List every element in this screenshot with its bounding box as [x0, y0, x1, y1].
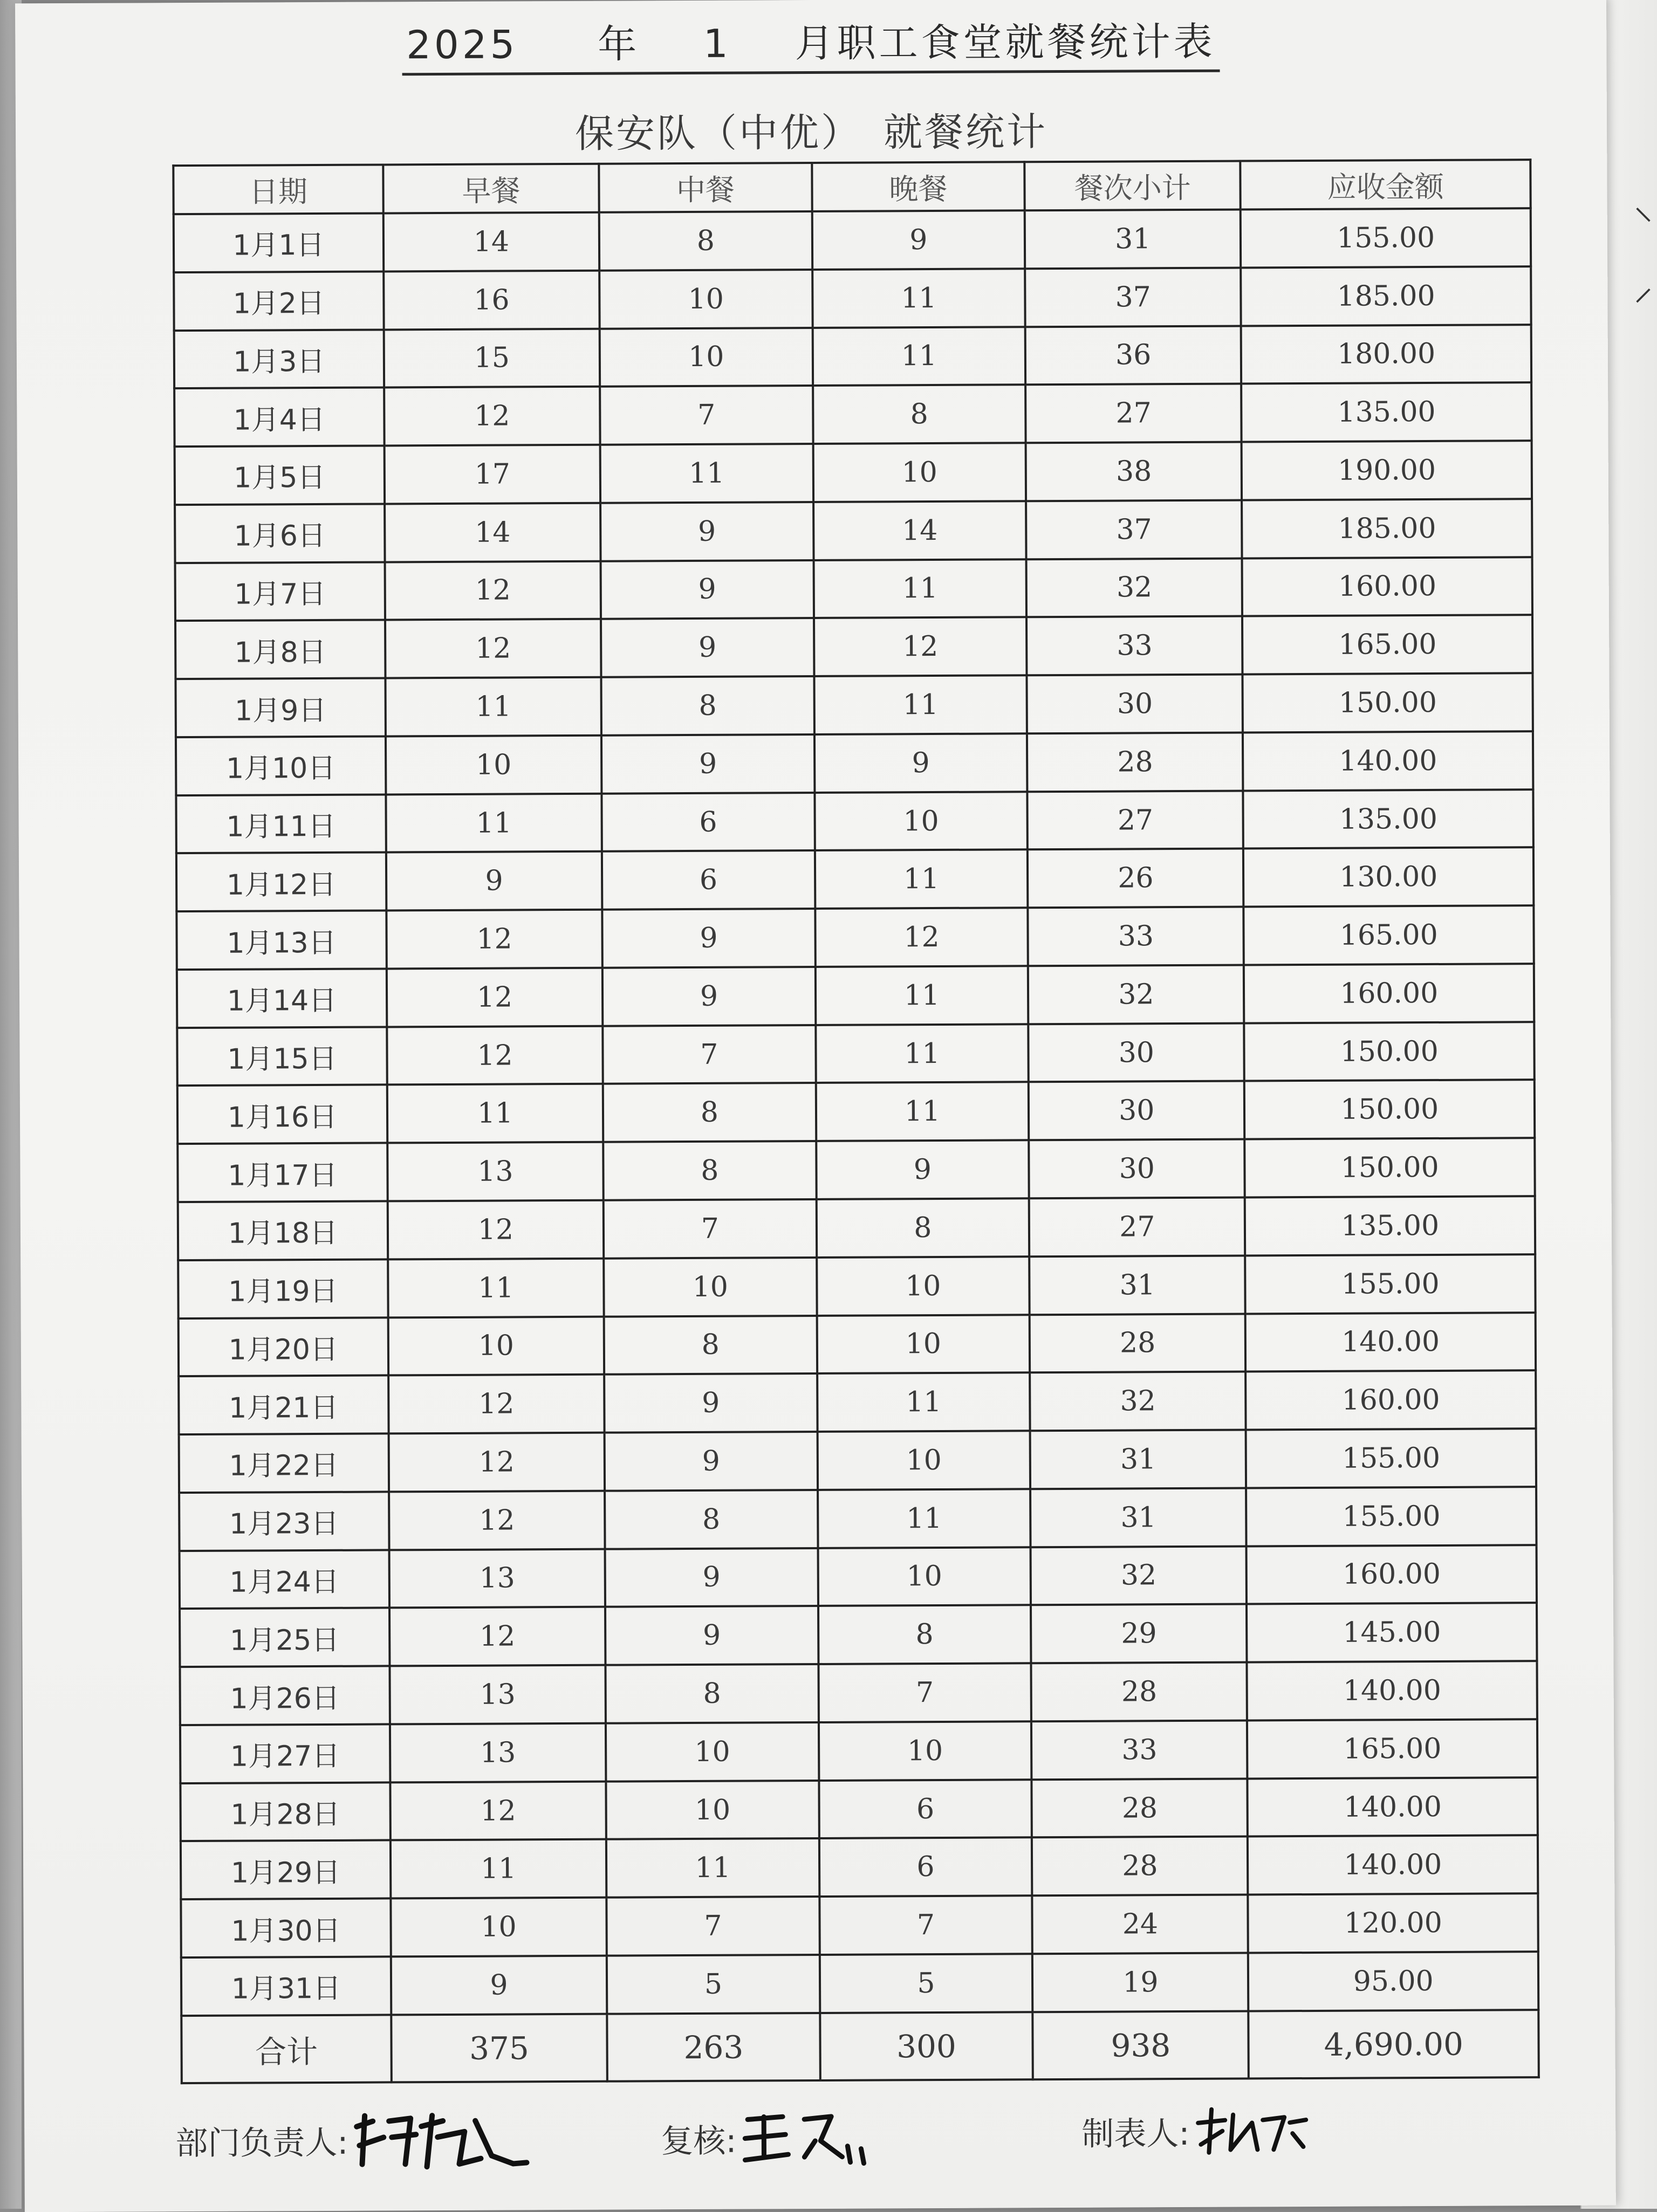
- table-row: [179, 1313, 1536, 1377]
- cell-meal-subtotal: 28: [1032, 1837, 1248, 1896]
- cell-meal-subtotal: 32: [1030, 1372, 1246, 1431]
- table-row: [177, 1022, 1534, 1086]
- cell-amount: 140.00: [1248, 1777, 1538, 1837]
- cell-dinner: 9: [816, 1141, 1029, 1199]
- cell-meal-subtotal: 38: [1026, 442, 1242, 502]
- table-row: [175, 673, 1532, 737]
- table-row: [178, 1254, 1535, 1318]
- cell-amount: 140.00: [1248, 1836, 1538, 1895]
- cell-breakfast: 12: [388, 1433, 605, 1492]
- cell-breakfast: 9: [386, 851, 602, 911]
- cell-dinner: 5: [819, 1954, 1032, 2013]
- cell-dinner: 10: [817, 1431, 1030, 1489]
- cell-meal-subtotal: 28: [1031, 1663, 1248, 1722]
- table-row: [180, 1777, 1537, 1842]
- cell-lunch: 10: [604, 1258, 817, 1316]
- cell-date: 1月11日: [176, 794, 386, 853]
- cell-lunch: 6: [602, 850, 815, 909]
- cell-breakfast: 11: [387, 1084, 604, 1143]
- cell-amount: 165.00: [1244, 905, 1534, 965]
- table-row: [179, 1428, 1536, 1493]
- cell-lunch: 10: [606, 1722, 819, 1781]
- cell-lunch: 10: [599, 270, 812, 328]
- cell-lunch: 9: [601, 734, 814, 793]
- cell-date: 1月27日: [180, 1724, 390, 1783]
- cell-amount: 155.00: [1246, 1428, 1536, 1488]
- cell-meal-subtotal: 30: [1029, 1081, 1245, 1141]
- total-amount: 4,690.00: [1249, 2010, 1539, 2078]
- cell-breakfast: 14: [384, 212, 600, 272]
- cell-breakfast: 12: [388, 1200, 604, 1260]
- table-row: [174, 382, 1531, 446]
- cell-meal-subtotal: 31: [1030, 1430, 1247, 1489]
- cell-amount: 135.00: [1245, 1196, 1535, 1255]
- cell-lunch: 9: [600, 502, 813, 561]
- cell-meal-subtotal: 32: [1028, 965, 1244, 1024]
- cell-dinner: 10: [819, 1721, 1032, 1780]
- cell-lunch: 10: [606, 1781, 819, 1839]
- cell-amount: 160.00: [1244, 964, 1534, 1023]
- cell-date: 1月3日: [174, 329, 384, 388]
- cell-date: 1月8日: [175, 620, 385, 679]
- cell-lunch: 9: [601, 618, 814, 677]
- table-row: [176, 848, 1533, 912]
- cell-date: 1月16日: [177, 1085, 387, 1144]
- cell-date: 1月31日: [181, 1956, 391, 2016]
- cell-dinner: 10: [817, 1315, 1030, 1373]
- cell-amount: 150.00: [1244, 1022, 1535, 1081]
- table-row: [177, 1080, 1535, 1144]
- cell-meal-subtotal: 37: [1026, 500, 1242, 559]
- table-row: [176, 731, 1533, 795]
- table-row: [181, 1893, 1538, 1957]
- cell-breakfast: 11: [385, 677, 601, 737]
- cell-breakfast: 13: [390, 1723, 606, 1783]
- cell-amount: 155.00: [1247, 1487, 1537, 1546]
- table-row: [178, 1196, 1535, 1260]
- cell-date: 1月7日: [175, 562, 385, 621]
- cell-lunch: 7: [600, 386, 813, 444]
- cell-lunch: 9: [602, 909, 815, 967]
- cell-meal-subtotal: 36: [1025, 326, 1242, 385]
- preparer-label: 制表人:: [1081, 2114, 1190, 2153]
- cell-meal-subtotal: 30: [1027, 675, 1243, 734]
- cell-lunch: 9: [601, 560, 814, 619]
- cell-date: 1月15日: [177, 1027, 387, 1086]
- preparer-signature-block: [1081, 2101, 1312, 2161]
- cell-amount: 145.00: [1247, 1603, 1537, 1663]
- cell-dinner: 11: [816, 1082, 1029, 1141]
- cell-amount: 160.00: [1247, 1545, 1537, 1604]
- cell-date: 1月14日: [177, 968, 387, 1027]
- total-label: 合计: [181, 2015, 391, 2083]
- cell-meal-subtotal: 31: [1030, 1488, 1247, 1547]
- table-row: [175, 615, 1532, 679]
- cell-meal-subtotal: 24: [1032, 1895, 1249, 1954]
- cell-dinner: 10: [817, 1256, 1030, 1315]
- dept-head-handwritten-signature: [351, 2104, 530, 2175]
- cell-dinner: 11: [817, 1373, 1030, 1432]
- cell-dinner: 12: [815, 908, 1028, 966]
- cell-date: 1月24日: [180, 1550, 389, 1609]
- cell-lunch: 5: [607, 1955, 820, 2014]
- cell-meal-subtotal: 31: [1029, 1255, 1245, 1315]
- table-row: [180, 1661, 1537, 1725]
- cell-meal-subtotal: 27: [1028, 791, 1244, 850]
- cell-amount: 150.00: [1244, 1080, 1535, 1139]
- cell-amount: 150.00: [1245, 1138, 1535, 1197]
- adjacent-paper-mark: ⸍: [1634, 280, 1653, 325]
- cell-breakfast: 9: [391, 1956, 607, 2015]
- reviewer-signature-block: [661, 2103, 875, 2174]
- cell-dinner: 8: [818, 1605, 1031, 1664]
- table-row: [175, 557, 1532, 621]
- cell-meal-subtotal: 33: [1026, 616, 1243, 676]
- dept-head-label: 部门负责人:: [175, 2124, 348, 2163]
- cell-meal-subtotal: 28: [1027, 732, 1243, 792]
- cell-date: 1月22日: [179, 1434, 389, 1493]
- table-row: [176, 789, 1533, 854]
- title-year: 2025: [406, 22, 518, 68]
- header-lunch: 中餐: [599, 163, 812, 212]
- cell-breakfast: 12: [387, 968, 603, 1027]
- table-row: [176, 905, 1533, 970]
- cell-dinner: 11: [815, 850, 1028, 909]
- cell-breakfast: 17: [384, 445, 600, 504]
- cell-lunch: 8: [601, 676, 814, 735]
- header-breakfast: 早餐: [383, 164, 599, 214]
- table-header-row: [173, 160, 1530, 214]
- cell-amount: 140.00: [1243, 731, 1533, 791]
- cell-amount: 185.00: [1241, 266, 1531, 326]
- cell-breakfast: 10: [391, 1898, 607, 1957]
- cell-dinner: 14: [813, 501, 1026, 560]
- table-row: [180, 1603, 1537, 1667]
- cell-lunch: 6: [602, 793, 815, 851]
- table-row: [180, 1545, 1537, 1609]
- cell-breakfast: 14: [385, 503, 601, 562]
- header-dinner: 晚餐: [812, 162, 1025, 211]
- cell-breakfast: 10: [388, 1316, 604, 1376]
- cell-amount: 160.00: [1246, 1370, 1536, 1430]
- cell-breakfast: 13: [389, 1665, 606, 1725]
- table-row: [181, 1952, 1538, 2016]
- cell-date: 1月4日: [174, 388, 384, 446]
- cell-meal-subtotal: 27: [1025, 384, 1242, 443]
- cell-lunch: 9: [605, 1548, 818, 1607]
- cell-breakfast: 10: [386, 736, 602, 795]
- cell-amount: 140.00: [1247, 1661, 1537, 1720]
- cell-meal-subtotal: 30: [1028, 1023, 1244, 1082]
- cell-meal-subtotal: 28: [1030, 1314, 1246, 1373]
- title-month: 1: [703, 20, 731, 66]
- header-date: 日期: [173, 164, 383, 214]
- cell-lunch: 11: [606, 1838, 819, 1897]
- cell-lunch: 8: [604, 1316, 817, 1375]
- cell-meal-subtotal: 32: [1026, 558, 1243, 617]
- cell-dinner: 11: [818, 1489, 1031, 1548]
- cell-dinner: 12: [814, 617, 1027, 676]
- cell-breakfast: 12: [389, 1491, 605, 1550]
- cell-amount: 120.00: [1248, 1893, 1538, 1953]
- cell-amount: 130.00: [1243, 848, 1533, 907]
- total-breakfast: 375: [391, 2014, 607, 2083]
- table-row: [174, 325, 1531, 389]
- cell-lunch: 9: [602, 967, 816, 1026]
- cell-date: 1月6日: [175, 504, 385, 562]
- cell-dinner: 7: [819, 1895, 1032, 1954]
- document-sheet: [15, 0, 1616, 2212]
- table-row: [179, 1487, 1536, 1551]
- cell-date: 1月21日: [179, 1376, 388, 1434]
- cell-breakfast: 13: [389, 1549, 605, 1608]
- cell-breakfast: 12: [385, 619, 601, 678]
- cell-lunch: 11: [600, 444, 813, 503]
- cell-amount: 155.00: [1245, 1254, 1536, 1314]
- cell-amount: 135.00: [1243, 789, 1533, 849]
- cell-dinner: 8: [816, 1198, 1029, 1257]
- header-meal-subtotal: 餐次小计: [1025, 161, 1241, 211]
- cell-dinner: 6: [819, 1838, 1032, 1897]
- cell-lunch: 7: [602, 1025, 816, 1084]
- cell-date: 1月29日: [181, 1840, 391, 1899]
- total-lunch: 263: [607, 2013, 820, 2082]
- cell-date: 1月9日: [175, 678, 385, 737]
- cell-date: 1月28日: [180, 1782, 390, 1841]
- cell-date: 1月26日: [180, 1666, 389, 1725]
- cell-date: 1月13日: [176, 911, 386, 970]
- cell-date: 1月19日: [178, 1259, 388, 1318]
- cell-date: 1月12日: [176, 853, 386, 911]
- cell-meal-subtotal: 27: [1029, 1198, 1245, 1257]
- cell-lunch: 8: [603, 1141, 816, 1200]
- cell-lunch: 8: [603, 1083, 816, 1142]
- cell-meal-subtotal: 29: [1031, 1604, 1247, 1664]
- cell-lunch: 10: [600, 328, 813, 387]
- cell-lunch: 9: [604, 1373, 817, 1432]
- total-meal-subtotal: 938: [1032, 2011, 1249, 2079]
- cell-dinner: 11: [813, 559, 1026, 618]
- cell-dinner: 8: [813, 385, 1026, 444]
- cell-amount: 190.00: [1242, 441, 1532, 500]
- cell-lunch: 8: [606, 1664, 819, 1723]
- cell-meal-subtotal: 32: [1031, 1546, 1247, 1605]
- cell-lunch: 7: [606, 1897, 819, 1955]
- cell-amount: 160.00: [1242, 557, 1532, 616]
- cell-breakfast: 12: [385, 561, 601, 620]
- cell-dinner: 9: [814, 733, 1028, 792]
- cell-dinner: 10: [814, 792, 1028, 850]
- title-year-suffix: 年: [597, 21, 640, 67]
- table-row: [177, 964, 1534, 1028]
- cell-breakfast: 11: [388, 1258, 604, 1317]
- cell-breakfast: 13: [387, 1142, 604, 1201]
- dept-head-signature-block: [175, 2104, 530, 2176]
- cell-breakfast: 12: [390, 1781, 606, 1840]
- cell-lunch: 9: [605, 1432, 818, 1490]
- cell-dinner: 6: [819, 1780, 1032, 1838]
- meal-statistics-table: [172, 159, 1540, 2084]
- cell-breakfast: 12: [386, 910, 602, 969]
- cell-dinner: 11: [814, 675, 1027, 734]
- cell-meal-subtotal: 26: [1028, 849, 1244, 908]
- cell-dinner: 9: [812, 210, 1025, 269]
- cell-breakfast: 11: [391, 1839, 607, 1899]
- cell-meal-subtotal: 37: [1025, 267, 1241, 327]
- cell-date: 1月23日: [179, 1492, 389, 1550]
- cell-date: 1月25日: [180, 1608, 389, 1667]
- header-amount-receivable: 应收金额: [1241, 160, 1531, 209]
- cell-amount: 165.00: [1247, 1719, 1537, 1778]
- cell-date: 1月10日: [176, 736, 386, 795]
- table-total-row: [181, 2010, 1539, 2083]
- cell-date: 1月2日: [174, 271, 384, 330]
- cell-amount: 95.00: [1248, 1952, 1538, 2011]
- cell-lunch: 9: [605, 1606, 818, 1665]
- cell-breakfast: 12: [384, 387, 600, 446]
- cell-dinner: 10: [813, 443, 1026, 502]
- cell-amount: 150.00: [1243, 673, 1533, 732]
- adjacent-paper-mark: ⸌: [1634, 200, 1653, 244]
- cell-dinner: 10: [818, 1547, 1031, 1606]
- cell-dinner: 11: [815, 966, 1028, 1025]
- cell-lunch: 8: [599, 211, 812, 270]
- cell-amount: 155.00: [1241, 208, 1531, 267]
- reviewer-label: 复核:: [661, 2122, 737, 2161]
- cell-amount: 180.00: [1241, 325, 1531, 384]
- cell-dinner: 11: [812, 327, 1025, 386]
- reviewer-handwritten-signature: [740, 2103, 875, 2174]
- cell-date: 1月5日: [175, 446, 385, 505]
- cell-breakfast: 11: [386, 793, 602, 853]
- cell-meal-subtotal: 33: [1028, 907, 1244, 966]
- cell-dinner: 7: [818, 1663, 1031, 1722]
- cell-date: 1月18日: [178, 1201, 388, 1260]
- table-row: [181, 1836, 1538, 1900]
- cell-dinner: 11: [812, 269, 1025, 327]
- document-subtitle: 保安队（中优） 就餐统计: [574, 109, 1048, 156]
- cell-date: 1月17日: [177, 1143, 387, 1202]
- cell-amount: 135.00: [1242, 382, 1532, 442]
- cell-dinner: 11: [816, 1024, 1029, 1083]
- cell-meal-subtotal: 33: [1031, 1720, 1248, 1780]
- cell-meal-subtotal: 31: [1025, 210, 1241, 269]
- cell-date: 1月30日: [181, 1899, 391, 1957]
- table-row: [175, 499, 1532, 563]
- cell-breakfast: 12: [387, 1026, 603, 1085]
- cell-breakfast: 12: [388, 1375, 605, 1434]
- table-row: [177, 1138, 1535, 1202]
- total-dinner: 300: [820, 2012, 1033, 2080]
- cell-date: 1月20日: [179, 1317, 388, 1376]
- cell-breakfast: 12: [389, 1607, 606, 1666]
- cell-breakfast: 15: [384, 328, 600, 388]
- signature-row: [24, 2089, 1616, 2177]
- cell-date: 1月1日: [174, 213, 384, 272]
- table-row: [179, 1370, 1536, 1434]
- cell-meal-subtotal: 19: [1032, 1953, 1249, 2012]
- cell-amount: 165.00: [1242, 615, 1532, 675]
- cell-lunch: 8: [605, 1490, 818, 1549]
- preparer-handwritten-signature: [1193, 2101, 1311, 2161]
- cell-meal-subtotal: 30: [1029, 1139, 1245, 1199]
- cell-meal-subtotal: 28: [1032, 1778, 1248, 1838]
- title-rest: 月职工食堂就餐统计表: [795, 18, 1216, 66]
- cell-amount: 185.00: [1242, 499, 1532, 558]
- table-row: [175, 441, 1532, 505]
- document-title: [15, 9, 1606, 78]
- table-row: [174, 266, 1531, 331]
- cell-amount: 140.00: [1245, 1313, 1536, 1372]
- table-row: [174, 208, 1531, 272]
- cell-breakfast: 16: [384, 270, 600, 329]
- table-row: [180, 1719, 1537, 1783]
- cell-lunch: 7: [604, 1199, 817, 1258]
